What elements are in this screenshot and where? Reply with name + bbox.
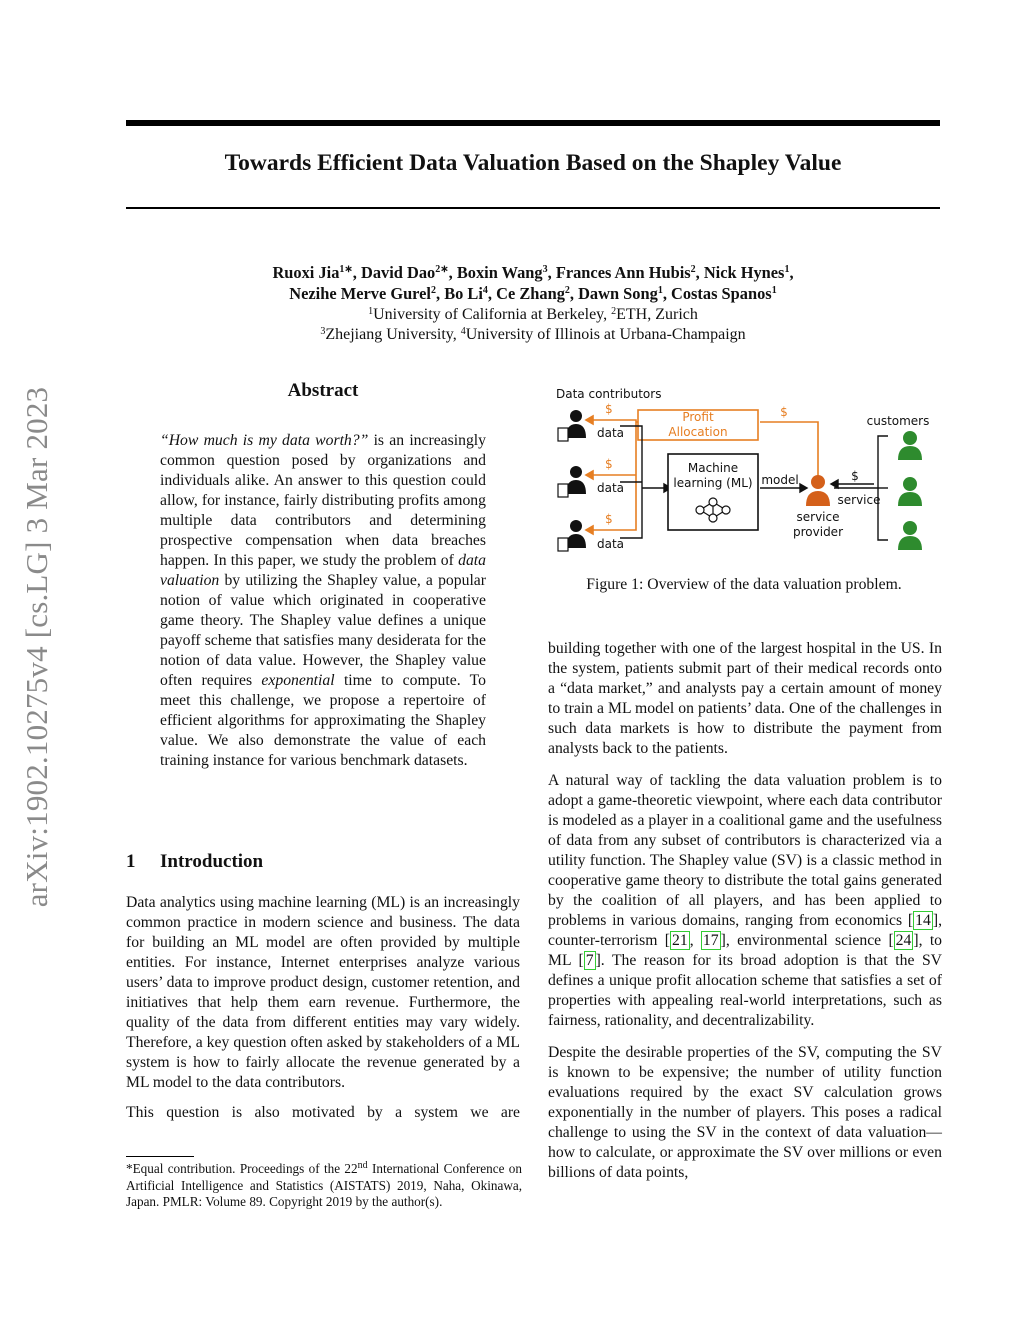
author: Ruoxi Jia$^{1∗}$, (272, 263, 361, 282)
abstract-body: “How much is my data worth?” is an increasingly common question posed by organizations and individuals alike. An answer to this question could allow, for instance, fairly distributing profits among multiple data contributors and determining prospective compensation when data breaches happen. In this paper, we study the problem of data valuation by utilizing the Shapley value, a popular notion of value which originated in cooperative game theory. The Shapley value defines a unique payoff scheme that satisfies many desiderata for the notion of data value. However, the Shapley value often requires exponential time to compute. To meet this challenge, we propose a repertoire of efficient algorithms for approximating the Shapley value. We also demonstrate the value of each training instance for various benchmark datasets. (160, 432, 486, 769)
arrow-head (586, 416, 593, 424)
document-icon (558, 484, 568, 497)
data-label: data (597, 537, 625, 551)
intro-paragraph: Despite the desirable properties of the SV, computing the SV is known to be expensive; the number of utility function evaluations required by the exact SV calculation grows exponentially in the number of players. This poses a radical challenge to using the SV in the context of data valuation—how to calculate, or approximate the SV over millions or even billions of data points, (548, 1044, 942, 1181)
intro-paragraph: This question is also motivated by a system we are (126, 1104, 520, 1121)
footnote: *Equal contribution. Proceedings of the 22nd International Conference on Artificial Intelligence and Statistics (AISTATS) 2019, Naha, Okinawa, Japan. PMLR: Volume 89. Copyright 2019 by the author(s). (126, 1160, 522, 1210)
author: Ce Zhang$^2$, (496, 284, 579, 303)
person-icon (570, 466, 582, 478)
dollar-label: $ (851, 469, 859, 483)
author-line-2 (126, 283, 940, 304)
footnote-rule (126, 1156, 194, 1157)
author: Nezihe Merve Gurel$^2$, (289, 284, 445, 303)
abstract-heading: Abstract (287, 380, 359, 401)
dollar-label: $ (605, 402, 613, 416)
customers-label: customers (866, 414, 930, 428)
right-column-body (548, 639, 942, 1193)
affiliation-line-2: $^3$Zhejiang University, $^4$University of Illinois at Urbana-Champaign (320, 326, 746, 343)
intro-paragraph: A natural way of tackling the data valuation problem is to adopt a game-theoretic viewpoint, where each data contributor is modeled as a player in a coalitional game and the usefulness of data from any subset of contributors is characterized via a utility function. The Shapley value (SV) is a classic method in cooperative game theory to distribute the total gains generated by the coalition of all players, and has been applied to problems in various domains, ranging from economics [ 14 ], counter-terrorism [ 21 , 17 ], environmental science [ 24 ], to ML [ 7 ]. The reason for its broad adoption is that the SV defines a unique profit allocation scheme that satisfies a set of properties with appealing real-world interpretations, such as fairness, rationality, and decentralizability. (548, 772, 943, 1029)
arxiv-sidebar (7, 362, 67, 932)
customer-icon (898, 477, 922, 506)
author-line-1 (126, 262, 940, 283)
dollar-label: $ (605, 512, 613, 526)
arrow-head (586, 471, 593, 479)
service-provider-icon (806, 475, 830, 506)
figure-data-valuation-overview (548, 380, 944, 556)
author: Boxin Wang$^3$, (456, 263, 556, 282)
arxiv-id: arXiv:1902.10275v4 [cs.LG] 3 Mar 2023 (19, 386, 54, 908)
person-icon (570, 410, 582, 422)
paper-title: Towards Efficient Data Valuation Based on the Shapley Value (224, 150, 842, 176)
service-provider-line2: provider (793, 525, 843, 539)
figure-diagram (548, 380, 944, 556)
intro-paragraph: building together with one of the largest hospital in the US. In the system, patients submit part of their medical records onto a “data market,” and analysts pay a certain amount of money to train a ML model on patients’ data. One of the challenges in such data markets is how to distribute the payment from analysts back to the patients. (548, 640, 942, 757)
dollar-label: $ (605, 457, 613, 471)
author: Bo Li$^4$, (444, 284, 497, 303)
ml-label-line1: Machine (687, 461, 739, 475)
person-icon-body (566, 534, 586, 548)
author: Nick Hynes$^1$, (703, 263, 794, 282)
data-contributors-label: Data contributors (556, 387, 662, 401)
profit-label: Profit (682, 410, 714, 424)
author: Costas Spanos$^1$ (671, 284, 777, 303)
person-icon (570, 520, 582, 532)
affiliation-line-1: $^1$University of California at Berkeley, $^2$ETH, Zurich (368, 306, 698, 323)
title-bottom-rule (126, 207, 940, 209)
top-thick-rule (126, 120, 940, 126)
dollar-label: $ (780, 405, 788, 419)
citation-link[interactable]: 7 (585, 952, 594, 969)
customer-icon (898, 431, 922, 460)
document-icon (558, 428, 568, 441)
service-label: service (837, 493, 881, 507)
customer-icon (898, 521, 922, 550)
author-list (126, 262, 940, 304)
person-icon-body (566, 424, 586, 438)
arrow-head (586, 526, 593, 534)
left-column-body (126, 893, 520, 1133)
allocation-label: Allocation (668, 425, 728, 439)
citation-link[interactable]: 17 (702, 932, 719, 949)
model-label: model (761, 473, 799, 487)
citation-link[interactable]: 24 (895, 932, 912, 949)
affiliations (126, 305, 940, 345)
intro-paragraph: Data analytics using machine learning (ML) is an increasingly common practice in modern science and business. The data for building an ML model are often provided by multiple entities. For instance, Internet enterprises analyze various users’ data to improve product design, customer retention, and initiatives that help them earn revenue. Furthermore, the quality of the data from different entities may vary widely. Therefore, a key question often asked by stakeholders of a ML system is how to fairly allocate the revenue generated by a ML model to the data contributors. (126, 894, 520, 1091)
person-icon-body (566, 480, 586, 494)
citation-link[interactable]: 21 (672, 932, 688, 949)
citation-link[interactable]: 14 (915, 912, 931, 929)
document-icon (558, 538, 568, 551)
data-label: data (597, 426, 625, 440)
author: Dawn Song$^1$, (578, 284, 672, 303)
section-heading-introduction: 1 Introduction (126, 851, 264, 872)
service-provider-line1: service (796, 510, 840, 524)
author: Frances Ann Hubis$^2$, (555, 263, 704, 282)
ml-label-line2: learning (ML) (673, 476, 753, 490)
figure-caption: Figure 1: Overview of the data valuation problem. (586, 576, 902, 593)
author: David Dao$^{2∗}$, (361, 263, 457, 282)
data-label: data (597, 481, 625, 495)
